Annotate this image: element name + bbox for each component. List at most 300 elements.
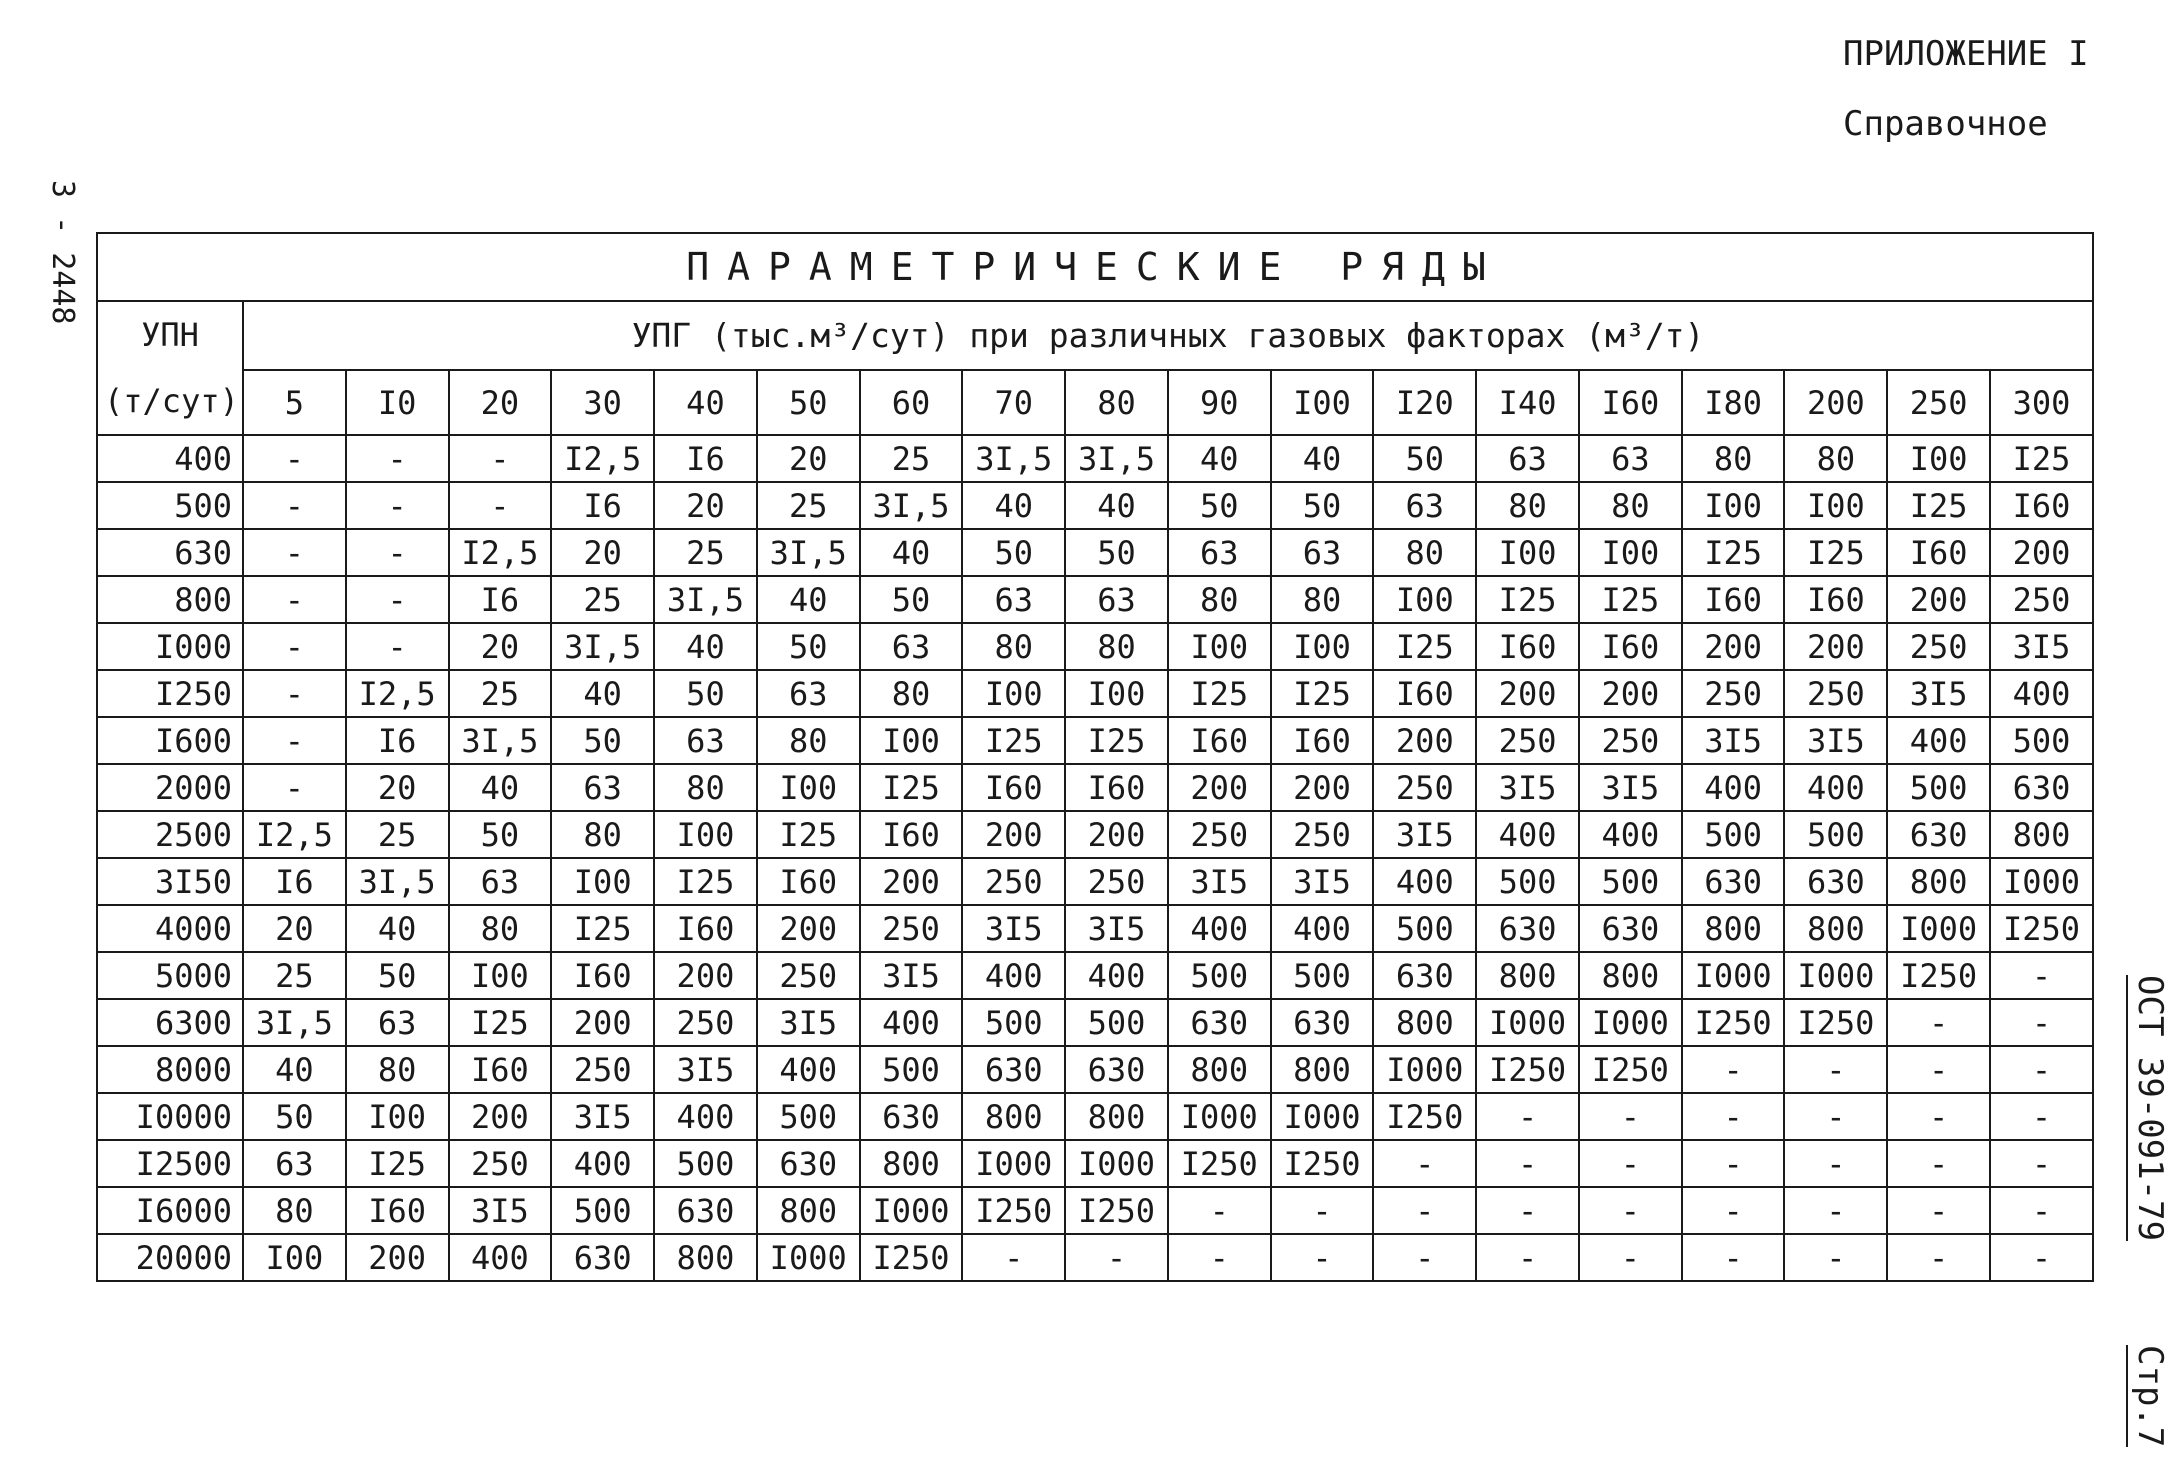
table-row: [97, 811, 2093, 858]
upg-value-cell: 50: [551, 717, 654, 764]
upg-value-cell: I00: [962, 670, 1065, 717]
gas-factor-header: 200: [1784, 370, 1887, 435]
upg-value-cell: 200: [449, 1093, 552, 1140]
upg-value-cell: I000: [1990, 858, 2093, 905]
upg-value-cell: 50: [860, 576, 963, 623]
table-row: [97, 1140, 2093, 1187]
upg-value-cell: 40: [757, 576, 860, 623]
upg-value-cell: 500: [1373, 905, 1476, 952]
upg-value-cell: 800: [1784, 905, 1887, 952]
upn-value-cell: 3I50: [97, 858, 243, 905]
upg-value-cell: I2,5: [449, 529, 552, 576]
upg-value-cell: I60: [346, 1187, 449, 1234]
upg-value-cell: -: [346, 529, 449, 576]
table-row: [97, 1187, 2093, 1234]
upg-value-cell: I25: [449, 999, 552, 1046]
document-number: ОСТ 39-091-79: [2126, 975, 2170, 1241]
upg-value-cell: -: [1579, 1234, 1682, 1281]
upg-value-cell: 200: [1168, 764, 1271, 811]
table-body: [97, 435, 2093, 1281]
upg-value-cell: I00: [1065, 670, 1168, 717]
upg-value-cell: 500: [654, 1140, 757, 1187]
upg-value-cell: I000: [1579, 999, 1682, 1046]
upn-value-cell: 2500: [97, 811, 243, 858]
upn-unit: (т/сут): [104, 382, 239, 420]
gas-factor-header: 60: [860, 370, 963, 435]
upg-value-cell: 63: [1373, 482, 1476, 529]
gas-factor-header: 80: [1065, 370, 1168, 435]
upg-value-cell: -: [449, 435, 552, 482]
upg-value-cell: 250: [1065, 858, 1168, 905]
upg-value-cell: I250: [1271, 1140, 1374, 1187]
upg-value-cell: 50: [243, 1093, 346, 1140]
gas-factor-header: I80: [1682, 370, 1785, 435]
upg-value-cell: I250: [1682, 999, 1785, 1046]
upg-value-cell: 50: [757, 623, 860, 670]
upg-value-cell: -: [346, 482, 449, 529]
upg-value-cell: 500: [1990, 717, 2093, 764]
upg-value-cell: I00: [1373, 576, 1476, 623]
upg-value-cell: -: [1784, 1187, 1887, 1234]
upg-value-cell: 80: [551, 811, 654, 858]
upn-value-cell: 2000: [97, 764, 243, 811]
upg-value-cell: 3I5: [1373, 811, 1476, 858]
upg-value-cell: 400: [962, 952, 1065, 999]
upg-value-cell: 800: [962, 1093, 1065, 1140]
upg-value-cell: I00: [1682, 482, 1785, 529]
upg-value-cell: 50: [1271, 482, 1374, 529]
upg-value-cell: -: [243, 529, 346, 576]
upg-value-cell: -: [1373, 1140, 1476, 1187]
upg-value-cell: I000: [757, 1234, 860, 1281]
gas-factor-header: I60: [1579, 370, 1682, 435]
upg-value-cell: 63: [1065, 576, 1168, 623]
upg-value-cell: 80: [962, 623, 1065, 670]
upg-value-cell: 25: [449, 670, 552, 717]
upg-value-cell: I000: [962, 1140, 1065, 1187]
upg-value-cell: -: [1887, 1234, 1990, 1281]
appendix-type: Справочное: [1843, 104, 2048, 144]
upg-value-cell: 400: [1579, 811, 1682, 858]
gas-factor-header: 40: [654, 370, 757, 435]
upg-value-cell: I000: [1476, 999, 1579, 1046]
upg-value-cell: I000: [1784, 952, 1887, 999]
upg-value-cell: 630: [1784, 858, 1887, 905]
upn-value-cell: I000: [97, 623, 243, 670]
upg-value-cell: -: [1476, 1234, 1579, 1281]
upg-value-cell: 400: [757, 1046, 860, 1093]
upg-value-cell: 3I,5: [551, 623, 654, 670]
upg-value-cell: 250: [1784, 670, 1887, 717]
upg-value-cell: 3I5: [860, 952, 963, 999]
upn-value-cell: 630: [97, 529, 243, 576]
upg-value-cell: -: [1476, 1187, 1579, 1234]
upg-value-cell: 800: [654, 1234, 757, 1281]
upg-value-cell: I60: [1373, 670, 1476, 717]
upg-value-cell: I250: [860, 1234, 963, 1281]
upg-value-cell: I00: [449, 952, 552, 999]
upg-value-cell: 200: [1065, 811, 1168, 858]
upg-value-cell: I00: [243, 1234, 346, 1281]
upg-value-cell: 3I,5: [962, 435, 1065, 482]
upg-value-cell: 3I5: [1065, 905, 1168, 952]
upg-value-cell: I25: [1990, 435, 2093, 482]
margin-left-note: 3 - 2448: [45, 180, 80, 325]
upg-value-cell: 40: [654, 623, 757, 670]
upg-value-cell: 630: [1373, 952, 1476, 999]
upg-value-cell: 63: [1271, 529, 1374, 576]
upg-value-cell: -: [1784, 1234, 1887, 1281]
upg-value-cell: I60: [449, 1046, 552, 1093]
upg-value-cell: I25: [962, 717, 1065, 764]
upg-value-cell: 250: [1887, 623, 1990, 670]
upg-value-cell: I60: [1065, 764, 1168, 811]
upg-value-cell: 80: [1682, 435, 1785, 482]
upg-value-cell: -: [1990, 1093, 2093, 1140]
upg-value-cell: 25: [551, 576, 654, 623]
upg-value-cell: -: [1682, 1093, 1785, 1140]
upg-value-cell: 200: [1271, 764, 1374, 811]
parametric-series-table: [96, 232, 2094, 1282]
upn-value-cell: I0000: [97, 1093, 243, 1140]
upg-value-cell: -: [962, 1234, 1065, 1281]
upn-column-header: [97, 301, 243, 435]
upg-value-cell: -: [1476, 1093, 1579, 1140]
upn-value-cell: I2500: [97, 1140, 243, 1187]
upg-value-cell: 40: [449, 764, 552, 811]
table-row: [97, 1046, 2093, 1093]
table-row: [97, 482, 2093, 529]
upg-value-cell: 500: [1168, 952, 1271, 999]
upg-value-cell: 80: [1579, 482, 1682, 529]
upg-value-cell: 400: [1373, 858, 1476, 905]
upg-value-cell: 40: [962, 482, 1065, 529]
upg-value-cell: I60: [1784, 576, 1887, 623]
upn-value-cell: 20000: [97, 1234, 243, 1281]
upg-value-cell: -: [1887, 1046, 1990, 1093]
upn-value-cell: 400: [97, 435, 243, 482]
upg-value-cell: 3I5: [449, 1187, 552, 1234]
upg-value-cell: 63: [551, 764, 654, 811]
upg-value-cell: -: [1373, 1234, 1476, 1281]
upg-value-cell: -: [1990, 1046, 2093, 1093]
upg-value-cell: 3I5: [1271, 858, 1374, 905]
upg-value-cell: 500: [1065, 999, 1168, 1046]
upg-value-cell: 20: [449, 623, 552, 670]
upg-value-cell: 40: [551, 670, 654, 717]
upg-value-cell: I250: [1990, 905, 2093, 952]
upg-value-cell: 3I5: [1990, 623, 2093, 670]
upg-value-cell: 400: [551, 1140, 654, 1187]
upg-value-cell: 250: [860, 905, 963, 952]
upg-value-cell: 630: [1476, 905, 1579, 952]
upg-value-cell: -: [1168, 1187, 1271, 1234]
upg-value-cell: -: [243, 435, 346, 482]
upg-value-cell: -: [1887, 1140, 1990, 1187]
upg-value-cell: 800: [1168, 1046, 1271, 1093]
upg-value-cell: -: [1887, 1187, 1990, 1234]
upn-value-cell: 500: [97, 482, 243, 529]
upg-value-cell: I25: [1579, 576, 1682, 623]
upg-value-cell: I60: [962, 764, 1065, 811]
upg-value-cell: -: [346, 435, 449, 482]
upg-value-cell: 630: [1682, 858, 1785, 905]
gas-factor-header: 30: [551, 370, 654, 435]
upg-value-cell: I000: [1065, 1140, 1168, 1187]
upg-value-cell: 63: [757, 670, 860, 717]
upg-value-cell: -: [243, 576, 346, 623]
upg-value-cell: -: [1990, 1234, 2093, 1281]
upg-value-cell: I60: [1168, 717, 1271, 764]
appendix-header: [1843, 28, 2089, 150]
upg-value-cell: I00: [1784, 482, 1887, 529]
upg-value-cell: 3I,5: [860, 482, 963, 529]
upg-value-cell: 80: [1373, 529, 1476, 576]
upg-value-cell: 80: [346, 1046, 449, 1093]
upg-value-cell: -: [1579, 1187, 1682, 1234]
upg-value-cell: 80: [1784, 435, 1887, 482]
upg-value-cell: 3I5: [1682, 717, 1785, 764]
gas-factor-header: 70: [962, 370, 1065, 435]
upg-value-cell: 250: [1373, 764, 1476, 811]
upg-value-cell: -: [1373, 1187, 1476, 1234]
upg-value-cell: I60: [1579, 623, 1682, 670]
table-row: [97, 858, 2093, 905]
upg-value-cell: I250: [962, 1187, 1065, 1234]
upg-value-cell: 500: [757, 1093, 860, 1140]
table-row: [97, 999, 2093, 1046]
upg-value-cell: 250: [1476, 717, 1579, 764]
upg-value-cell: 63: [860, 623, 963, 670]
upg-value-cell: -: [1990, 952, 2093, 999]
upg-value-cell: I2,5: [551, 435, 654, 482]
upg-value-cell: 3I,5: [243, 999, 346, 1046]
upg-value-cell: 800: [1990, 811, 2093, 858]
table-row: [97, 952, 2093, 999]
table-row: [97, 905, 2093, 952]
upg-value-cell: I250: [1784, 999, 1887, 1046]
upg-value-cell: 80: [1168, 576, 1271, 623]
upg-value-cell: I250: [1887, 952, 1990, 999]
upg-value-cell: 200: [1784, 623, 1887, 670]
upg-value-cell: 200: [1887, 576, 1990, 623]
upg-value-cell: 3I5: [1887, 670, 1990, 717]
upg-value-cell: 400: [654, 1093, 757, 1140]
upg-value-cell: 250: [1990, 576, 2093, 623]
upg-value-cell: 20: [551, 529, 654, 576]
upg-value-cell: 40: [1168, 435, 1271, 482]
upg-value-cell: 80: [1476, 482, 1579, 529]
upg-value-cell: 630: [1065, 1046, 1168, 1093]
upg-value-cell: 50: [1065, 529, 1168, 576]
upg-value-cell: -: [1682, 1234, 1785, 1281]
upg-value-cell: 500: [1476, 858, 1579, 905]
gas-factor-header-row: [97, 370, 2093, 435]
upg-value-cell: -: [1476, 1140, 1579, 1187]
upg-value-cell: 630: [1887, 811, 1990, 858]
upg-value-cell: I00: [1271, 623, 1374, 670]
upg-value-cell: 630: [757, 1140, 860, 1187]
upg-value-cell: 800: [860, 1140, 963, 1187]
upg-value-cell: -: [1065, 1234, 1168, 1281]
upg-value-cell: 25: [757, 482, 860, 529]
upg-value-cell: I6: [654, 435, 757, 482]
gas-factor-header: I00: [1271, 370, 1374, 435]
upg-value-cell: 630: [1990, 764, 2093, 811]
upg-value-cell: I60: [654, 905, 757, 952]
upg-value-cell: 200: [757, 905, 860, 952]
table-row: [97, 1093, 2093, 1140]
upg-value-cell: 400: [860, 999, 963, 1046]
upg-value-cell: I00: [757, 764, 860, 811]
upg-value-cell: 50: [962, 529, 1065, 576]
upg-value-cell: 80: [243, 1187, 346, 1234]
upg-value-cell: 200: [1990, 529, 2093, 576]
upg-value-cell: 20: [654, 482, 757, 529]
upg-value-cell: I60: [860, 811, 963, 858]
upg-value-cell: I00: [551, 858, 654, 905]
upg-value-cell: -: [1271, 1187, 1374, 1234]
upg-value-cell: 50: [1373, 435, 1476, 482]
upg-value-cell: 200: [1476, 670, 1579, 717]
gas-factor-header: I20: [1373, 370, 1476, 435]
gas-factor-header: 300: [1990, 370, 2093, 435]
upg-value-cell: I25: [1065, 717, 1168, 764]
page-number: Стр.7: [2126, 1345, 2170, 1447]
upg-value-cell: 25: [860, 435, 963, 482]
gas-factor-header: 90: [1168, 370, 1271, 435]
upg-value-cell: 630: [654, 1187, 757, 1234]
upg-value-cell: -: [1990, 1187, 2093, 1234]
upg-value-cell: 25: [346, 811, 449, 858]
upg-value-cell: 20: [243, 905, 346, 952]
upn-value-cell: 800: [97, 576, 243, 623]
upg-value-cell: I60: [1990, 482, 2093, 529]
upg-value-cell: 250: [1168, 811, 1271, 858]
upg-value-cell: 50: [346, 952, 449, 999]
upg-value-cell: 400: [1682, 764, 1785, 811]
upg-value-cell: 3I5: [654, 1046, 757, 1093]
upg-value-cell: I00: [1887, 435, 1990, 482]
upg-value-cell: 3I5: [757, 999, 860, 1046]
gas-factor-header: 20: [449, 370, 552, 435]
upg-value-cell: -: [243, 764, 346, 811]
upg-value-cell: 500: [860, 1046, 963, 1093]
upg-value-cell: 400: [449, 1234, 552, 1281]
upg-value-cell: 500: [962, 999, 1065, 1046]
table-title: ПАРАМЕТРИЧЕСКИЕ РЯДЫ: [97, 233, 2093, 301]
upg-value-cell: I25: [1784, 529, 1887, 576]
upg-value-cell: I60: [757, 858, 860, 905]
upg-value-cell: 40: [860, 529, 963, 576]
upg-value-cell: I000: [1271, 1093, 1374, 1140]
upn-value-cell: I250: [97, 670, 243, 717]
upg-value-cell: 800: [1476, 952, 1579, 999]
upg-value-cell: I000: [1887, 905, 1990, 952]
upg-value-cell: -: [243, 623, 346, 670]
upg-value-cell: 400: [1887, 717, 1990, 764]
gas-factor-header: I40: [1476, 370, 1579, 435]
upg-value-cell: 800: [1373, 999, 1476, 1046]
upg-value-cell: 3I,5: [449, 717, 552, 764]
upg-value-cell: 500: [1271, 952, 1374, 999]
upg-value-cell: 3I5: [551, 1093, 654, 1140]
upg-value-cell: 250: [449, 1140, 552, 1187]
upg-value-cell: 400: [1271, 905, 1374, 952]
upg-value-cell: -: [1682, 1140, 1785, 1187]
upg-value-cell: 250: [1579, 717, 1682, 764]
upg-value-cell: 50: [654, 670, 757, 717]
upn-value-cell: 4000: [97, 905, 243, 952]
upg-value-cell: I60: [551, 952, 654, 999]
upg-value-cell: I6: [551, 482, 654, 529]
upg-value-cell: I2,5: [243, 811, 346, 858]
upg-value-cell: -: [1682, 1046, 1785, 1093]
upg-value-cell: 3I,5: [1065, 435, 1168, 482]
upg-value-cell: -: [243, 717, 346, 764]
table-row: [97, 670, 2093, 717]
upg-value-cell: 80: [1065, 623, 1168, 670]
table-row: [97, 576, 2093, 623]
upg-value-cell: 200: [860, 858, 963, 905]
upg-value-cell: I000: [1682, 952, 1785, 999]
upg-value-cell: 250: [1271, 811, 1374, 858]
upg-value-cell: 250: [654, 999, 757, 1046]
table-row: [97, 435, 2093, 482]
upg-value-cell: 20: [757, 435, 860, 482]
upg-value-cell: I6: [243, 858, 346, 905]
upg-value-cell: 800: [1887, 858, 1990, 905]
upg-value-cell: 400: [1476, 811, 1579, 858]
upg-value-cell: 3I5: [1476, 764, 1579, 811]
upg-value-cell: 63: [962, 576, 1065, 623]
upg-value-cell: I25: [1476, 576, 1579, 623]
upg-value-cell: 400: [1065, 952, 1168, 999]
upg-value-cell: 63: [1579, 435, 1682, 482]
upg-value-cell: I6: [346, 717, 449, 764]
upg-value-cell: 800: [1065, 1093, 1168, 1140]
upg-value-cell: I2,5: [346, 670, 449, 717]
table-row: [97, 764, 2093, 811]
upg-value-cell: 250: [1682, 670, 1785, 717]
upg-value-cell: 63: [243, 1140, 346, 1187]
upn-value-cell: 8000: [97, 1046, 243, 1093]
upg-value-cell: 800: [1682, 905, 1785, 952]
upg-value-cell: 630: [1168, 999, 1271, 1046]
upg-value-cell: 630: [551, 1234, 654, 1281]
upg-value-cell: 500: [1784, 811, 1887, 858]
upg-value-cell: I60: [1682, 576, 1785, 623]
upg-value-cell: 63: [1476, 435, 1579, 482]
upg-value-cell: 40: [1065, 482, 1168, 529]
upg-value-cell: 40: [1271, 435, 1374, 482]
upg-value-cell: -: [1887, 999, 1990, 1046]
upg-value-cell: I000: [1168, 1093, 1271, 1140]
upn-label: УПН: [141, 316, 199, 354]
upg-value-cell: 630: [860, 1093, 963, 1140]
upg-value-cell: 630: [1271, 999, 1374, 1046]
table-row: [97, 623, 2093, 670]
upg-value-cell: -: [346, 576, 449, 623]
upg-value-cell: I25: [346, 1140, 449, 1187]
upg-value-cell: 80: [654, 764, 757, 811]
upg-value-cell: 200: [654, 952, 757, 999]
upg-value-cell: I000: [860, 1187, 963, 1234]
upg-value-cell: I00: [654, 811, 757, 858]
upg-value-cell: I25: [1373, 623, 1476, 670]
upg-value-cell: -: [449, 482, 552, 529]
appendix-label: ПРИЛОЖЕНИЕ I: [1843, 34, 2089, 74]
